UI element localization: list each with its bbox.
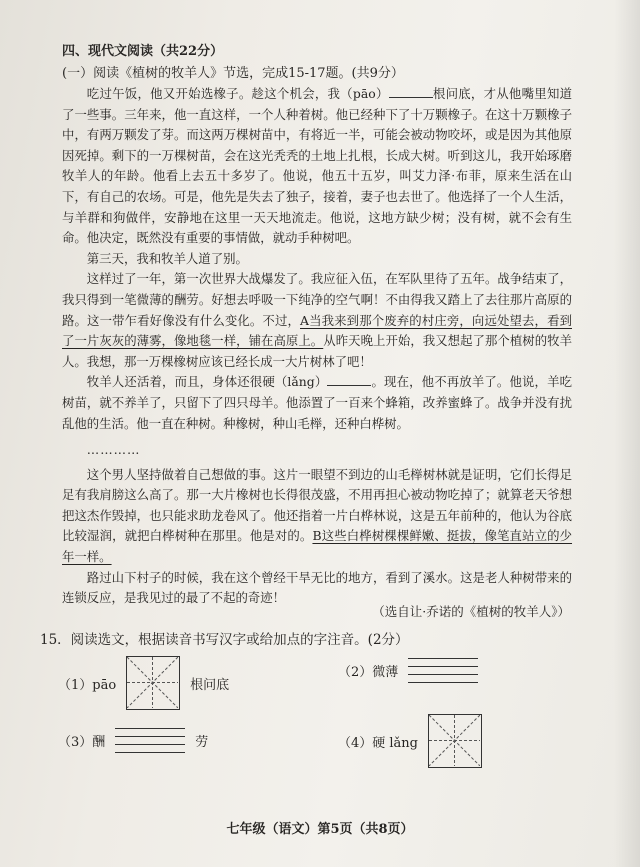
item-3-suffix: 劳 (195, 735, 209, 750)
paragraph-3 (62, 269, 572, 372)
page-footer: 七年级（语文）第5页（共8页） (226, 822, 414, 837)
tianzige-grid-4[interactable] (428, 714, 482, 768)
para4-text-a: 牧羊人还活着，而且，身体还很硬（lǎng） (86, 374, 328, 390)
paragraph-5 (62, 465, 572, 568)
source-citation: （选自让·乔诺的《植树的牧羊人》） (372, 604, 570, 619)
section-title: 四、现代文阅读（共22分） (62, 44, 224, 59)
underlined-sentence-a: A当我来到那个废弃的村庄旁，向远处望去，看到了一片灰灰的薄雾，像地毯一样，铺在高原上。 (62, 312, 572, 349)
item-2 (338, 658, 488, 683)
underlined-sentence-b: B这些白桦树棵棵鲜嫩、挺拔，像笔直站立的少年一样。 (62, 528, 573, 565)
pinyin-lines-3[interactable] (115, 728, 185, 753)
question-15: 15．阅读选文，根据读音书写汉字或给加点的字注音。(2分） (40, 632, 409, 648)
answer-blank (389, 85, 433, 98)
para5-text: 这个男人坚持做着自己想做的事。这片一眼望不到边的山毛榉树林就是证明，它们长得足足有我肩膀这么高了。那一大片橡树也长得很茂盛，不用再担心被动物吃掉了；就算老天爷想把这杰作毁掉，也只能求助龙卷风了。他还指着一片白桦林说，这是五年前种的，他认为谷底比较湿润，就把白桦树种在那里。他是对的。 (62, 466, 572, 544)
reading-passage (62, 84, 572, 609)
para4-text-b: 。现在，他不再放羊了。他说，羊吃树苗，就不养羊了，只留下了四只母羊。他添置了一百来个蜂箱，改养蜜蜂了。战争并没有扰乱他的生活。他一直在种树。种橡树，种山毛榉，还种白桦树。 (62, 374, 572, 431)
item-1-suffix: 根问底 (190, 677, 230, 693)
grid-guides-icon (127, 657, 178, 708)
para1-text-b: 根问底，才从他嘴里知道了一些事。三年来，他一直这样，一个人种着树。他已经种下了十万颗橡子。在这十万颗橡子中，有两万颗发了芽。而这两万棵树苗中，有将近一半，可能会被动物咬坏，或是因为其他原因死掉。剩下的一万棵树苗，会在这光秃秃的土地上扎根，长成大树。听到这儿，我开始琢磨牧羊人的年龄。他看上去五十多岁了。他说，他五十五岁，叫艾力泽·布菲，原来生活在山下，有自己的农场。可是，他先是失去了独子，接着，妻子也去世了。他选择了一个人生活，与羊群和狗做伴，安静地在这里一天天地流走。他说，这地方缺少树；没有树，就不会有生命。他决定，既然没有重要的事情做，就动手种树吧。 (62, 86, 573, 246)
item-4 (338, 714, 492, 768)
item-4-label: （4）硬 lǎng (338, 735, 419, 751)
grid-guides-icon (429, 715, 480, 766)
paragraph-4 (62, 372, 572, 434)
item-2-label: （2）微薄 (338, 665, 399, 680)
para3-text-a: 这样过了一年，第一次世界大战爆发了。我应征入伍，在军队里待了五年。战争结束了，我只得到一笔微薄的酬劳。好想去呼吸一下纯净的空气啊！不由得我又踏上了去往那片高原的路。这一带乍看好像没有什么变化。不过， (62, 271, 572, 328)
item-3 (58, 728, 208, 753)
paragraph-2: 第三天，我和牧羊人道了别。 (86, 250, 248, 266)
item-1 (58, 656, 229, 710)
tianzige-grid-1[interactable] (126, 656, 180, 710)
paragraph-6: 路过山下村子的时候，我在这个曾经干旱无比的地方，看到了溪水。这是老人种树带来的连锁反应，是我见过的最了不起的奇迹！ (62, 569, 572, 606)
item-3-label: （3）酬 (58, 735, 106, 750)
paragraph-1 (62, 84, 572, 249)
item-1-label: （1）pāo (58, 677, 117, 693)
para1-text-a: 吃过午饭，他又开始选橡子。趁这个机会，我（pāo） (86, 86, 389, 101)
part-title: (一）阅读《植树的牧羊人》节选，完成15-17题。(共9分） (62, 66, 404, 81)
page-edge-shadow (614, 0, 640, 867)
ellipsis: ………… (86, 442, 141, 458)
answer-blank (327, 373, 371, 386)
pinyin-lines-2[interactable] (408, 658, 478, 683)
para3-text-b: 从昨天晚上开始，我又想起了那个植树的牧羊人。我想，那一万棵橡树应该已经长成一大片树林了吧！ (62, 333, 573, 369)
